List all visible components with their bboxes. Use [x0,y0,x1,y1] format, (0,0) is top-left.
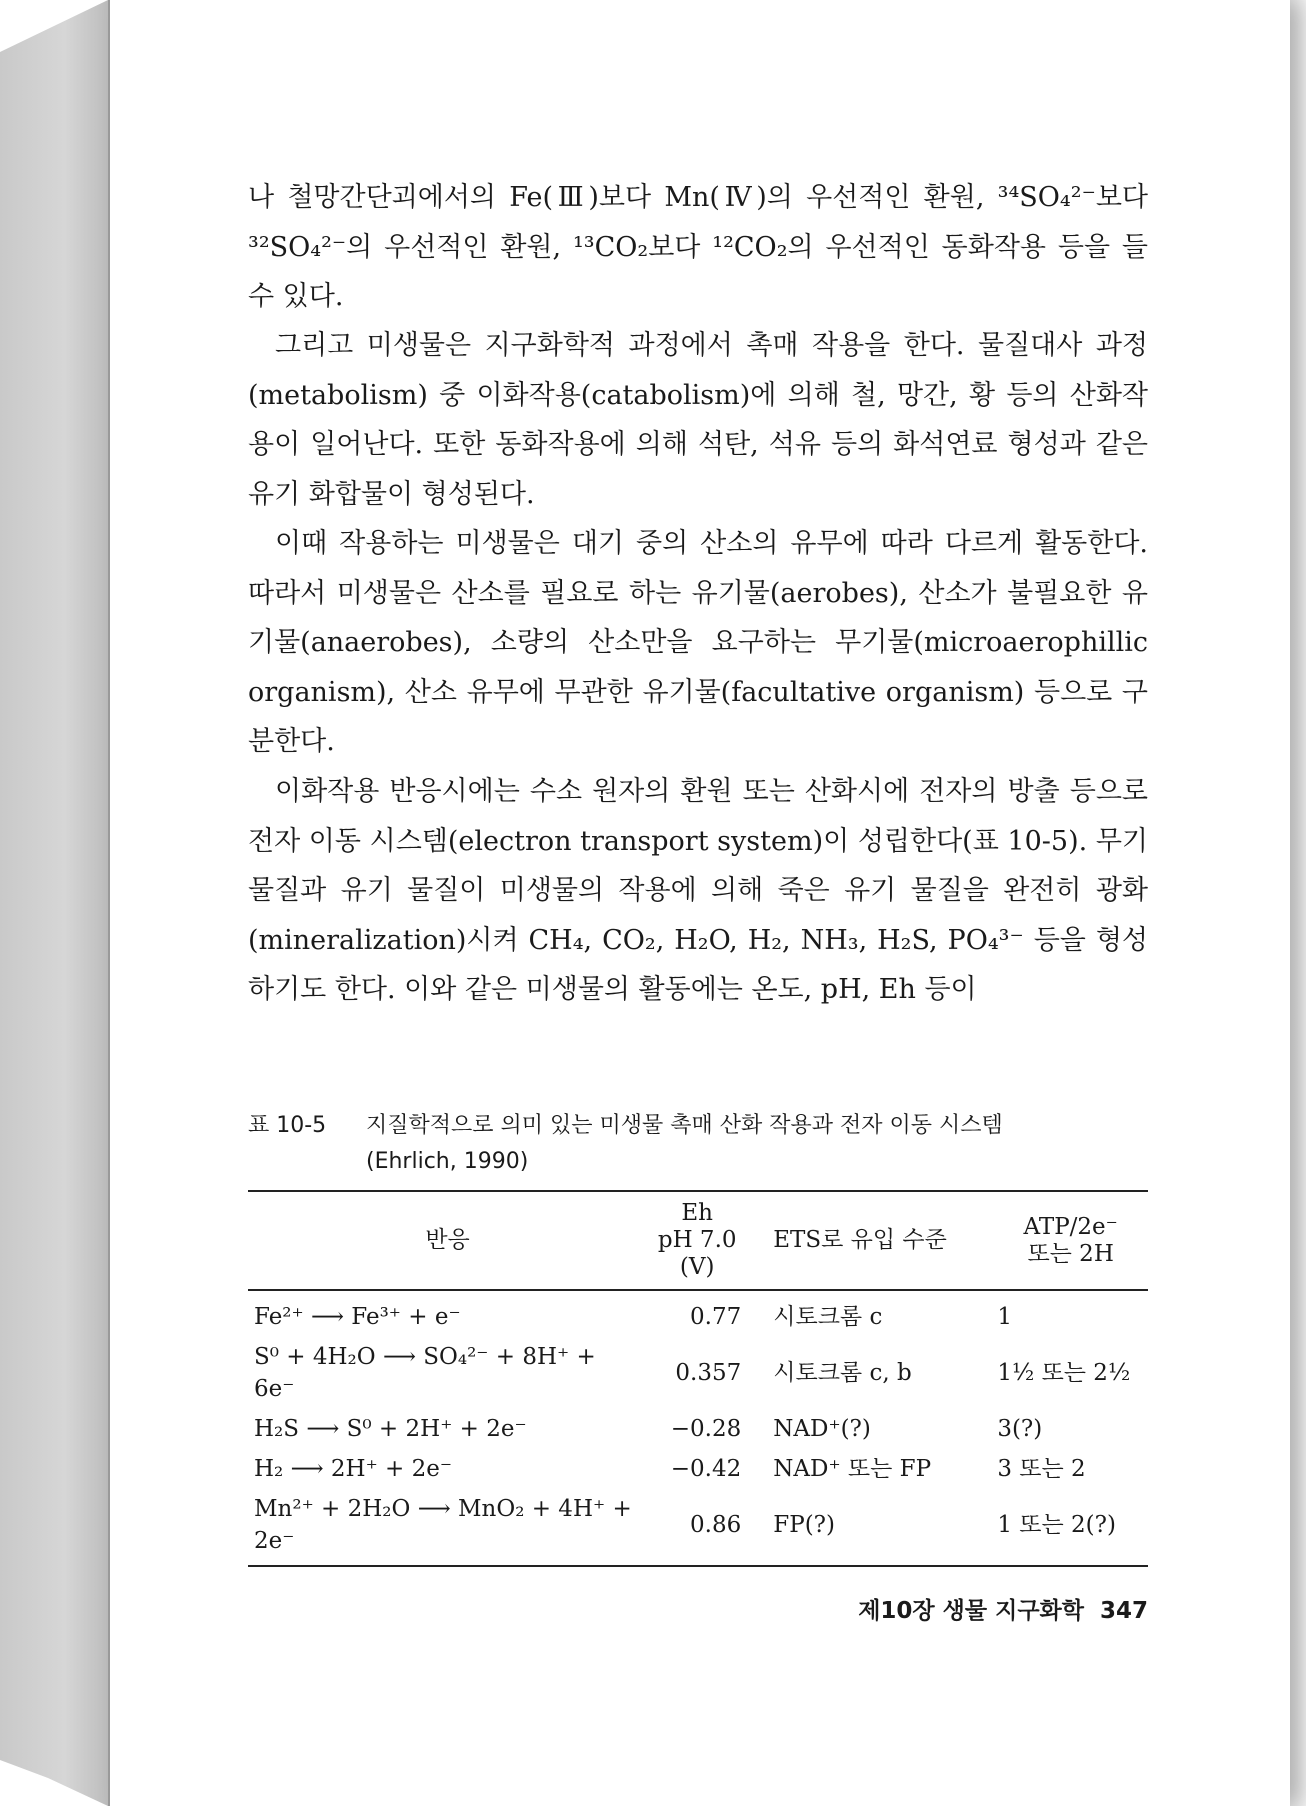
header-ets: ETS로 유입 수준 [747,1191,983,1290]
cell-reaction: Mn²⁺ + 2H₂O ⟶ MnO₂ + 4H⁺ + 2e⁻ [248,1489,647,1566]
book-spine [0,0,108,1806]
page-edge [1288,0,1306,1806]
paragraph-3: 이때 작용하는 미생물은 대기 중의 산소의 유무에 따라 다르게 활동한다. 따라서 미생물은 산소를 필요로 하는 유기물(aerobes), 산소가 불필요한 유기물(anaerobes), 소량의 산소만을 요구하는 무기물(microaerophillic organism), 산소 유무에 무관한 유기물(facultative organism) 등으로 구분한다. [248,528,1148,757]
table-row [248,1489,1148,1566]
cell-reaction: S⁰ + 4H₂O ⟶ SO₄²⁻ + 8H⁺ + 6e⁻ [254,1344,596,1402]
header-eh-ph: pH 7.0 [657,1227,737,1253]
table-title: 지질학적으로 의미 있는 미생물 촉매 산화 작용과 전자 이동 시스템 [366,1113,1003,1138]
cell-atp: 3(?) [997,1416,1043,1442]
header-atp [983,1191,1148,1290]
cell-eh: −0.42 [670,1456,742,1482]
cell-eh: −0.28 [670,1416,742,1442]
page-number: 347 [1099,1598,1148,1624]
cell-atp: 3 또는 2 [997,1456,1086,1482]
cell-reaction: H₂ ⟶ 2H⁺ + 2e⁻ [254,1456,452,1482]
cell-eh: 0.86 [647,1489,747,1566]
table-caption [248,1108,1148,1174]
table-row [248,1290,1148,1337]
cell-atp: 1 또는 2(?) [983,1489,1148,1566]
header-reaction: 반응 [248,1191,647,1290]
header-atp-label: ATP/2e⁻ [1023,1213,1118,1240]
cell-ets: 시토크롬 c, b [773,1360,912,1386]
cell-ets: NAD⁺(?) [773,1416,871,1442]
table-row [248,1337,1148,1409]
chapter-title: 제10장 생물 지구화학 [858,1598,1084,1624]
table-header-row [248,1191,1148,1290]
table-row [248,1409,1148,1449]
cell-eh: 0.357 [675,1360,742,1386]
table-number: 표 10-5 [248,1113,327,1138]
header-eh-unit: (V) [679,1254,715,1280]
cell-reaction: H₂S ⟶ S⁰ + 2H⁺ + 2e⁻ [254,1416,527,1442]
cell-atp: 1 [997,1304,1012,1330]
paragraph-1: 나 철망간단괴에서의 Fe(Ⅲ)보다 Mn(Ⅳ)의 우선적인 환원, ³⁴SO₄²⁻보다 ³²SO₄²⁻의 우선적인 환원, ¹³CO₂보다 ¹²CO₂의 우선적인 동화작용 등을 들 수 있다. [248,182,1148,312]
paragraph-4: 이화작용 반응시에는 수소 원자의 환원 또는 산화시에 전자의 방출 등으로 전자 이동 시스템(electron transport system)이 성립한다(표 10-5). 무기 물질과 유기 물질이 미생물의 작용에 의해 죽은 유기 물질을 완전히 광화(mineralization)시켜 CH₄, CO₂, H₂O, H₂, NH₃, H₂S, PO₄³⁻ 등을 형성하기도 한다. 이와 같은 미생물의 활동에는 온도, pH, Eh 등이 [248,776,1148,1005]
cell-ets: NAD⁺ 또는 FP [773,1456,932,1482]
table-row [248,1449,1148,1489]
reaction-table [248,1190,1148,1567]
cell-ets: 시토크롬 c [773,1304,883,1330]
cell-reaction: Fe²⁺ ⟶ Fe³⁺ + e⁻ [254,1304,461,1330]
header-atp-sub: 또는 2H [1027,1240,1114,1267]
paragraph-2: 그리고 미생물은 지구화학적 과정에서 촉매 작용을 한다. 물질대사 과정(metabolism) 중 이화작용(catabolism)에 의해 철, 망간, 황 등의 산화작용이 일어난다. 또한 동화작용에 의해 석탄, 석유 등의 화석연료 형성과 같은 유기 화합물이 형성된다. [248,330,1148,510]
cell-ets: FP(?) [747,1489,983,1566]
header-eh [647,1191,747,1290]
cell-eh: 0.77 [690,1304,742,1330]
page-footer [848,1592,1148,1625]
header-eh-label: Eh [681,1200,713,1226]
cell-atp: 1½ 또는 2½ [997,1360,1131,1386]
table-citation: (Ehrlich, 1990) [366,1149,529,1174]
